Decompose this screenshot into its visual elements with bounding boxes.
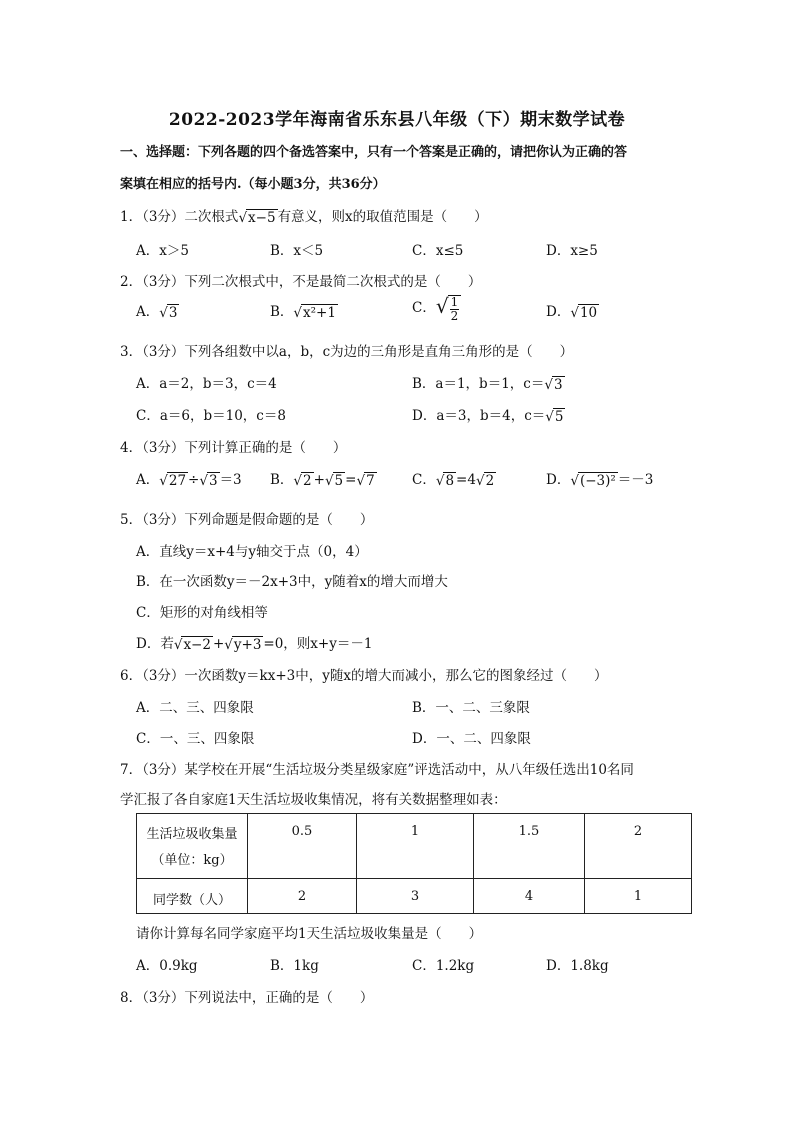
table-header-cell: 同学数（人） — [137, 879, 248, 914]
q5-option-d: D．若√x−2 +√y+3 =0，则x+y＝－1 — [136, 636, 373, 653]
table-cell: 4 — [474, 879, 585, 914]
q2-option-c: C．√ $\frac{1}{2}$ — [412, 294, 461, 323]
q1-option-c: C．x≤5 — [412, 243, 464, 259]
q6-option-a: A．二、三、四象限 — [136, 700, 254, 716]
section-heading — [120, 137, 680, 201]
q7-option-c: C．1.2kg — [412, 958, 475, 974]
q6-option-b: B．一、二、三象限 — [412, 700, 530, 716]
q1-stem-end: 有意义，则x的取值范围是（ ） — [277, 209, 488, 225]
q3-option-d: D．a＝3，b＝4，c＝√5 — [412, 408, 564, 425]
table-header-cell: 生活垃圾收集量 （单位：kg） — [137, 814, 248, 879]
q4-option-c: C．√8 =4√2 — [412, 472, 495, 489]
question-8: 8．（3分）下列说法中，正确的是（ ） — [120, 990, 374, 1006]
table-row — [137, 814, 692, 879]
question-4: 4．（3分）下列计算正确的是（ ） — [120, 440, 347, 456]
question-7-prompt: 请你计算每名同学家庭平均1天生活垃圾收集量是（ ） — [136, 926, 483, 942]
q7-option-b: B．1kg — [270, 958, 319, 974]
section-heading-line2: 案填在相应的括号内.（每小题3分，共36分） — [120, 177, 386, 192]
table-cell: 1.5 — [474, 814, 585, 879]
table-cell: 3 — [357, 879, 474, 914]
q2-option-d: D．√10 — [546, 304, 598, 321]
q1-option-b: B．x＜5 — [270, 243, 324, 259]
question-7-line2: 学汇报了各自家庭1天生活垃圾收集情况，将有关数据整理如表： — [120, 792, 507, 808]
q1-stem-start: 1．（3分）二次根式 — [120, 209, 239, 225]
question-3: 3．（3分）下列各组数中以a，b，c为边的三角形是直角三角形的是（ ） — [120, 344, 574, 360]
q6-option-d: D．一、二、四象限 — [412, 731, 531, 747]
question-1 — [120, 205, 488, 226]
q4-option-b: B．√2 +√5 =√7 — [270, 472, 375, 489]
data-table — [136, 813, 692, 914]
sqrt-expression: √x−5 — [238, 209, 276, 226]
q4-option-d: D．√(−3)² ＝－3 — [546, 472, 654, 489]
q2-option-a: A．√3 — [136, 304, 178, 321]
table-cell: 2 — [585, 814, 692, 879]
question-6: 6．（3分）一次函数y＝kx+3中，y随x的增大而减小，那么它的图象经过（ ） — [120, 668, 608, 684]
q5-option-b: B．在一次函数y＝－2x+3中，y随着x的增大而增大 — [136, 574, 448, 590]
question-5: 5．（3分）下列命题是假命题的是（ ） — [120, 512, 374, 528]
q5-option-a: A．直线y＝x+4与y轴交于点（0，4） — [136, 544, 368, 560]
q4-option-a: A．√27 ÷√3 ＝3 — [136, 472, 242, 489]
q1-option-d: D．x≥5 — [546, 243, 598, 259]
section-heading-line1: 一、选择题：下列各题的四个备选答案中，只有一个答案是正确的，请把你认为正确的答 — [120, 145, 628, 160]
table-cell: 0.5 — [248, 814, 357, 879]
q6-option-c: C．一、三、四象限 — [136, 731, 255, 747]
question-2: 2．（3分）下列二次根式中，不是最简二次根式的是（ ） — [120, 274, 482, 290]
q7-option-a: A．0.9kg — [136, 958, 198, 974]
table-cell: 2 — [248, 879, 357, 914]
table-cell: 1 — [357, 814, 474, 879]
q5-option-c: C．矩形的对角线相等 — [136, 605, 268, 621]
q2-option-b: B．√x²+1 — [270, 304, 336, 321]
q3-option-b: B．a＝1，b＝1，c＝√3 — [412, 376, 563, 393]
q3-option-a: A．a＝2，b＝3，c＝4 — [136, 376, 277, 392]
page-title: 2022-2023学年海南省乐东县八年级（下）期末数学试卷 — [168, 110, 626, 130]
q1-option-a: A．x＞5 — [136, 243, 189, 259]
table-row — [137, 879, 692, 914]
q7-option-d: D．1.8kg — [546, 958, 609, 974]
q3-option-c: C．a＝6，b＝10，c＝8 — [136, 408, 286, 424]
table-cell: 1 — [585, 879, 692, 914]
question-7-line1: 7．（3分）某学校在开展“生活垃圾分类星级家庭”评选活动中，从八年级任选出10名同 — [120, 762, 634, 778]
